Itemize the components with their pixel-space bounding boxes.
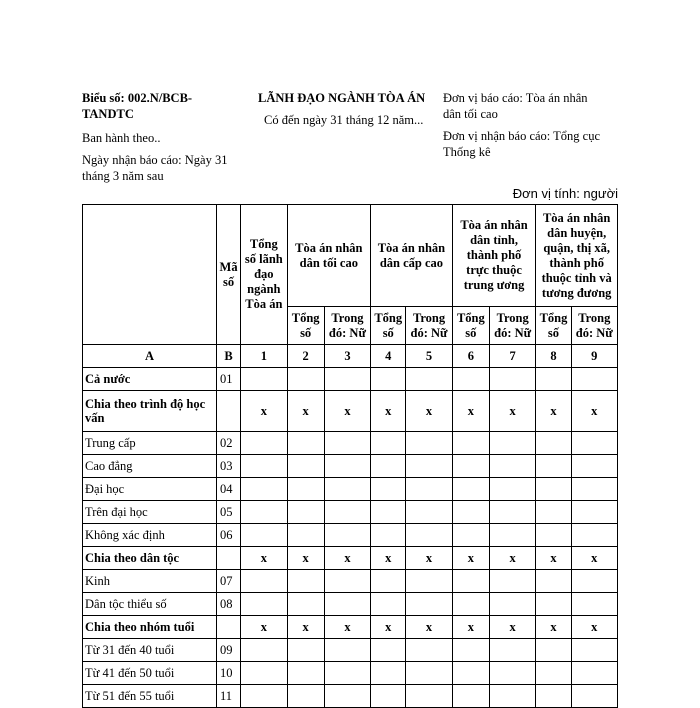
data-cell [406, 685, 452, 708]
data-cell [241, 639, 287, 662]
data-cell [536, 478, 571, 501]
row-label: Dân tộc thiểu số [83, 593, 217, 616]
table-row [83, 368, 618, 391]
data-cell [571, 524, 617, 547]
table-row [83, 685, 618, 708]
data-cell [287, 570, 324, 593]
x-mark-cell: x [324, 616, 370, 639]
data-cell [536, 685, 571, 708]
issued-by: Ban hành theo.. [82, 131, 161, 145]
data-cell [406, 639, 452, 662]
table-row [83, 662, 618, 685]
index-cell: 8 [536, 345, 571, 368]
data-cell [452, 685, 489, 708]
subheader-total: Tổng số [287, 307, 324, 345]
x-mark-cell: x [406, 547, 452, 570]
data-cell [571, 501, 617, 524]
data-cell [536, 524, 571, 547]
data-cell [287, 368, 324, 391]
x-mark-cell: x [536, 391, 571, 432]
row-code [216, 616, 240, 639]
data-cell [452, 593, 489, 616]
row-label: Từ 31 đến 40 tuổi [83, 639, 217, 662]
header-supreme: Tòa án nhân dân tối cao [287, 205, 371, 307]
data-cell [571, 478, 617, 501]
data-cell [490, 455, 536, 478]
data-cell [571, 368, 617, 391]
data-cell [287, 685, 324, 708]
report-subtitle: Có đến ngày 31 tháng 12 năm... [264, 113, 424, 127]
x-mark-cell: x [287, 547, 324, 570]
index-cell: A [83, 345, 217, 368]
data-cell [287, 662, 324, 685]
table-row [83, 455, 618, 478]
data-cell [571, 455, 617, 478]
row-label: Kinh [83, 570, 217, 593]
x-mark-cell: x [406, 391, 452, 432]
report-title: LÃNH ĐẠO NGÀNH TÒA ÁN [258, 91, 426, 105]
data-cell [406, 478, 452, 501]
statistics-table [82, 204, 618, 708]
x-mark-cell: x [452, 547, 489, 570]
row-code: 05 [216, 501, 240, 524]
data-cell [324, 455, 370, 478]
receiving-unit-line2: Thống kê [443, 145, 491, 159]
index-cell: 6 [452, 345, 489, 368]
table-row [83, 616, 618, 639]
data-cell [241, 501, 287, 524]
data-cell [371, 639, 406, 662]
data-cell [241, 368, 287, 391]
row-code: 09 [216, 639, 240, 662]
data-cell [536, 501, 571, 524]
data-cell [452, 570, 489, 593]
data-cell [536, 455, 571, 478]
row-label: Từ 51 đến 55 tuổi [83, 685, 217, 708]
data-cell [241, 478, 287, 501]
data-cell [406, 432, 452, 455]
data-cell [452, 478, 489, 501]
data-cell [241, 524, 287, 547]
index-cell: 2 [287, 345, 324, 368]
subheader-female: Trong đó: Nữ [490, 307, 536, 345]
row-code [216, 391, 240, 432]
data-cell [287, 501, 324, 524]
row-code: 10 [216, 662, 240, 685]
index-cell: 3 [324, 345, 370, 368]
x-mark-cell: x [371, 616, 406, 639]
data-cell [536, 593, 571, 616]
form-code-line1: Biểu số: 002.N/BCB- [82, 91, 193, 105]
data-cell [324, 501, 370, 524]
table-row [83, 593, 618, 616]
data-cell [406, 593, 452, 616]
data-cell [371, 455, 406, 478]
data-cell [406, 368, 452, 391]
data-cell [490, 432, 536, 455]
header-name-column [83, 205, 217, 345]
row-code: 04 [216, 478, 240, 501]
data-cell [490, 685, 536, 708]
data-cell [490, 368, 536, 391]
data-cell [490, 639, 536, 662]
data-cell [571, 570, 617, 593]
data-cell [324, 524, 370, 547]
row-label: Cao đẳng [83, 455, 217, 478]
subheader-female: Trong đó: Nữ [406, 307, 452, 345]
x-mark-cell: x [287, 391, 324, 432]
data-cell [371, 478, 406, 501]
data-cell [452, 639, 489, 662]
data-cell [406, 501, 452, 524]
data-cell [490, 570, 536, 593]
form-code-line2: TANDTC [82, 107, 134, 121]
data-cell [371, 685, 406, 708]
row-label: Chia theo nhóm tuổi [83, 616, 217, 639]
data-cell [571, 432, 617, 455]
data-cell [324, 593, 370, 616]
data-cell [371, 662, 406, 685]
subheader-total: Tổng số [452, 307, 489, 345]
index-cell: 5 [406, 345, 452, 368]
index-cell: B [216, 345, 240, 368]
x-mark-cell: x [571, 391, 617, 432]
data-cell [571, 639, 617, 662]
table-row [83, 478, 618, 501]
data-cell [371, 570, 406, 593]
receive-date [82, 152, 252, 184]
index-cell: 7 [490, 345, 536, 368]
data-cell [536, 368, 571, 391]
table-row [83, 547, 618, 570]
data-cell [406, 662, 452, 685]
data-cell [536, 432, 571, 455]
data-cell [241, 570, 287, 593]
data-cell [452, 662, 489, 685]
unit-label: Đơn vị tính: người [512, 186, 618, 201]
receiving-unit [443, 128, 623, 160]
header-code: Mã số [216, 205, 240, 345]
data-cell [324, 685, 370, 708]
row-label: Chia theo dân tộc [83, 547, 217, 570]
x-mark-cell: x [406, 616, 452, 639]
data-cell [287, 478, 324, 501]
data-cell [490, 524, 536, 547]
header-province: Tòa án nhân dân tỉnh, thành phố trực thuộc trung ương [452, 205, 536, 307]
index-row [83, 345, 618, 368]
row-label: Đại học [83, 478, 217, 501]
receiving-unit-line1: Đơn vị nhận báo cáo: Tổng cục [443, 129, 601, 143]
data-cell [287, 593, 324, 616]
row-code: 02 [216, 432, 240, 455]
x-mark-cell: x [241, 391, 287, 432]
table-row [83, 524, 618, 547]
subheader-total: Tổng số [536, 307, 571, 345]
data-cell [490, 478, 536, 501]
data-cell [452, 501, 489, 524]
data-cell [371, 501, 406, 524]
data-cell [452, 368, 489, 391]
data-cell [241, 432, 287, 455]
x-mark-cell: x [371, 391, 406, 432]
data-cell [371, 524, 406, 547]
data-cell [324, 478, 370, 501]
x-mark-cell: x [490, 547, 536, 570]
data-cell [241, 685, 287, 708]
data-cell [536, 570, 571, 593]
x-mark-cell: x [287, 616, 324, 639]
row-code: 03 [216, 455, 240, 478]
table-row [83, 501, 618, 524]
row-code: 06 [216, 524, 240, 547]
reporting-unit-line2: dân tối cao [443, 107, 498, 121]
data-cell [287, 524, 324, 547]
x-mark-cell: x [571, 616, 617, 639]
x-mark-cell: x [571, 547, 617, 570]
data-cell [287, 432, 324, 455]
x-mark-cell: x [324, 547, 370, 570]
row-code [216, 547, 240, 570]
data-cell [490, 501, 536, 524]
data-cell [536, 639, 571, 662]
x-mark-cell: x [536, 616, 571, 639]
row-code: 08 [216, 593, 240, 616]
data-cell [371, 593, 406, 616]
row-label: Chia theo trình độ học vấn [83, 391, 217, 432]
x-mark-cell: x [490, 616, 536, 639]
subheader-female: Trong đó: Nữ [571, 307, 617, 345]
x-mark-cell: x [452, 616, 489, 639]
x-mark-cell: x [371, 547, 406, 570]
table-row [83, 639, 618, 662]
data-cell [287, 639, 324, 662]
data-cell [571, 593, 617, 616]
row-code: 11 [216, 685, 240, 708]
row-label: Cả nước [83, 368, 217, 391]
form-code [82, 90, 242, 122]
receive-date-line2: tháng 3 năm sau [82, 169, 164, 183]
index-cell: 9 [571, 345, 617, 368]
index-cell: 4 [371, 345, 406, 368]
subheader-total: Tổng số [371, 307, 406, 345]
data-cell [371, 432, 406, 455]
data-cell [241, 455, 287, 478]
data-cell [287, 455, 324, 478]
data-cell [324, 570, 370, 593]
x-mark-cell: x [490, 391, 536, 432]
row-label: Không xác định [83, 524, 217, 547]
x-mark-cell: x [241, 616, 287, 639]
header-district: Tòa án nhân dân huyện, quận, thị xã, thành phố thuộc tỉnh và tương đương [536, 205, 618, 307]
receive-date-line1: Ngày nhận báo cáo: Ngày 31 [82, 153, 228, 167]
row-code: 07 [216, 570, 240, 593]
reporting-unit-line1: Đơn vị báo cáo: Tòa án nhân [443, 91, 588, 105]
data-cell [490, 593, 536, 616]
data-cell [324, 639, 370, 662]
row-label: Từ 41 đến 50 tuổi [83, 662, 217, 685]
index-cell: 1 [241, 345, 287, 368]
data-cell [324, 662, 370, 685]
data-cell [571, 685, 617, 708]
row-label: Trung cấp [83, 432, 217, 455]
x-mark-cell: x [536, 547, 571, 570]
table-row [83, 570, 618, 593]
table-row [83, 391, 618, 432]
header-total: Tổng số lãnh đạo ngành Tòa án [241, 205, 287, 345]
data-cell [452, 432, 489, 455]
data-cell [241, 593, 287, 616]
data-cell [406, 455, 452, 478]
data-cell [324, 432, 370, 455]
data-cell [241, 662, 287, 685]
row-code: 01 [216, 368, 240, 391]
subheader-female: Trong đó: Nữ [324, 307, 370, 345]
data-cell [324, 368, 370, 391]
row-label: Trên đại học [83, 501, 217, 524]
data-cell [452, 455, 489, 478]
x-mark-cell: x [241, 547, 287, 570]
data-cell [490, 662, 536, 685]
data-cell [536, 662, 571, 685]
data-cell [406, 570, 452, 593]
x-mark-cell: x [452, 391, 489, 432]
data-cell [406, 524, 452, 547]
header-high: Tòa án nhân dân cấp cao [371, 205, 453, 307]
data-cell [452, 524, 489, 547]
reporting-unit [443, 90, 623, 122]
data-cell [371, 368, 406, 391]
data-cell [571, 662, 617, 685]
table-row [83, 432, 618, 455]
x-mark-cell: x [324, 391, 370, 432]
